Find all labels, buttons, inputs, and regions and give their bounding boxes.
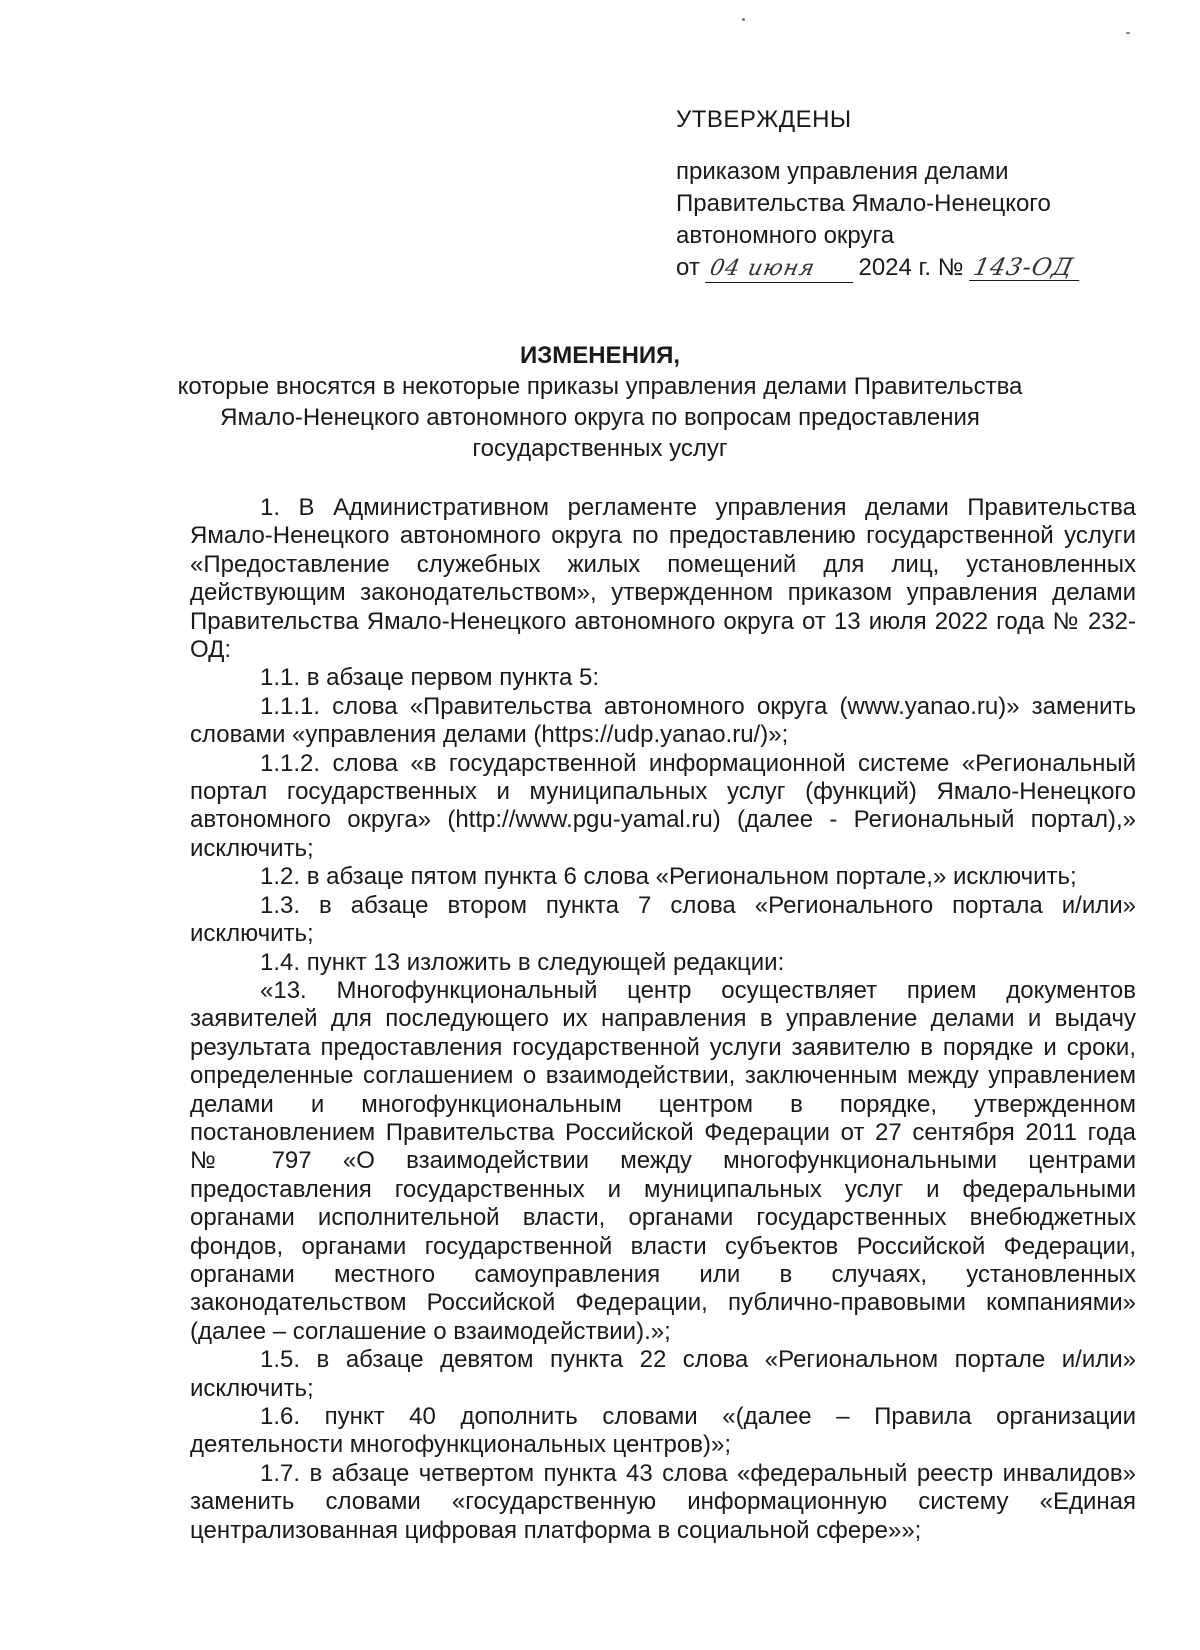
document-title-block	[150, 340, 1050, 464]
year-text: 2024 г. №	[858, 254, 964, 281]
paragraph-1-5: 1.5. в абзаце девятом пункта 22 слова «Региональном портале и/или» исключить;	[190, 1346, 1136, 1402]
approval-date-line	[676, 252, 1136, 284]
document-body	[190, 494, 1136, 1545]
paragraph-1-1: 1.1. в абзаце первом пункта 5:	[260, 664, 599, 692]
approval-line-3: автономного округа	[676, 222, 895, 249]
scan-dot	[1126, 32, 1130, 34]
paragraph-1: 1. В Административном регламенте управления делами Правительства Ямало-Ненецкого автономного округа по предоставлению государственной услуги «Предоставление служебных жилых помещений для лиц, установленных действующим законодательством», утвержденном приказом управления делами Правительства Ямало-Ненецкого автономного округа от 13 июля 2022 года № 232-ОД:	[190, 494, 1136, 664]
title-line-2: Ямало-Ненецкого автономного округа по вопросам предоставления	[220, 404, 980, 431]
scan-dot	[742, 18, 745, 21]
paragraph-1-7: 1.7. в абзаце четвертом пункта 43 слова «федеральный реестр инвалидов» заменить словами «государственную информационную систему «Единая централизованная цифровая платформа в социальной сфере»»;	[190, 1459, 1136, 1544]
paragraph-1-1-2: 1.1.2. слова «в государственной информационной системе «Региональный портал государственных и муниципальных услуг (функций) Ямало-Ненецкого автономного округа» (http://www.pgu-yamal.ru) (далее - Региональный портал),» исключить;	[190, 749, 1136, 862]
paragraph-1-1-1: 1.1.1. слова «Правительства автономного округа (www.yanao.ru)» заменить словами «управления делами (https://udp.yanao.ru/)»;	[190, 692, 1136, 749]
document-title: ИЗМЕНЕНИЯ,	[519, 342, 681, 369]
approval-line-2: Правительства Ямало-Ненецкого	[676, 190, 1051, 217]
approval-line-1: приказом управления делами	[676, 158, 1009, 185]
paragraph-1-3: 1.3. в абзаце втором пункта 7 слова «Регионального портала и/или» исключить;	[190, 891, 1136, 948]
approval-heading: УТВЕРЖДЕНЫ	[676, 106, 852, 133]
title-line-3: государственных услуг	[472, 435, 728, 462]
title-line-1: которые вносятся в некоторые приказы управления делами Правительства	[177, 373, 1023, 400]
paragraph-13-text: «13. Многофункциональный центр осуществляет прием документов заявителей для последующего их направления в управление делами и выдачу результата предоставления государственной услуги заявителю в порядке и сроки, определенные соглашением о взаимодействии, заключенным между управлением делами и многофункциональным центром в порядке, утвержденном постановлением Правительства Российской Федерации от 27 сентября 2011 года № 797 «О взаимодействии между многофункциональными центрами предоставления государственных и муниципальных услуг и федеральными органами исполнительной власти, органами государственных внебюджетных фондов, органами государственной власти субъектов Российской Федерации, органами местного самоуправления или в случаях, установленных законодательством Российской Федерации, публично-правовыми компаниями» (далее – соглашение о взаимодействии).»;	[190, 976, 1136, 1345]
approval-block	[676, 104, 1136, 284]
paragraph-1-6: 1.6. пункт 40 дополнить словами «(далее – Правила организации деятельности многофункциональных центров)»;	[190, 1403, 1136, 1459]
paragraph-1-2: 1.2. в абзаце пятом пункта 6 слова «Региональном портале,» исключить;	[260, 863, 1077, 891]
paragraph-1-4: 1.4. пункт 13 изложить в следующей редакции:	[260, 948, 785, 976]
handwritten-date: 04 июня	[706, 256, 860, 283]
date-prefix: от	[676, 254, 700, 281]
handwritten-number: 143-ОД	[969, 254, 1085, 281]
